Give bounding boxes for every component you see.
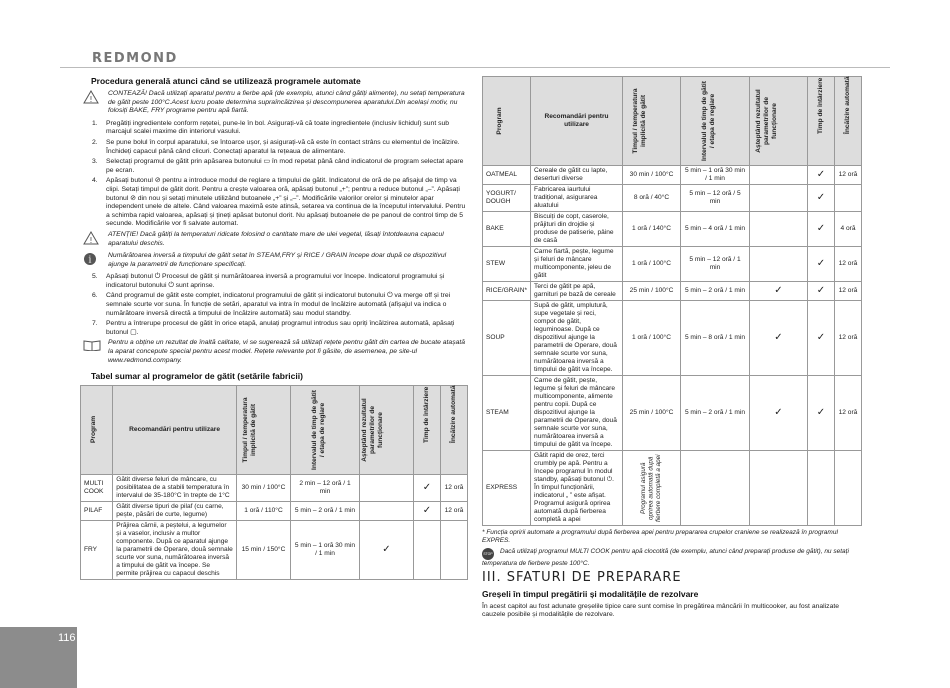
table-row: STEW Carne fiartă, pește, legume și feluri de mâncare multicomponente, jeleu de gătit 1 oră / 100°C 5 min – 12 oră / 1 min ✓ 12 oră	[483, 247, 862, 282]
list-item: 2. Se pune bolul în corpul aparatului, se întoarce ușor, și asigurați-vă că este în contact strâns cu elementul de încălzire. Închideți capacul până când clicuri. Conectați aparatul la rețeaua de alimentare.	[92, 138, 460, 155]
check-icon: ✓	[808, 247, 835, 282]
check-icon: ✓	[808, 282, 835, 301]
check-icon: ✓	[750, 376, 808, 451]
steps-list	[80, 120, 468, 229]
svg-text:i: i	[88, 255, 92, 266]
express-vertical-note: Programul asigură oprirea automată după fierbere completă a apei	[640, 454, 663, 522]
col-temp: Timpul / temperatura implicită de gătit	[623, 77, 681, 166]
check-icon: ✓	[359, 521, 413, 580]
col-autoheat: Încălzire automată	[440, 386, 467, 475]
left-column	[80, 76, 468, 580]
page-number: 116	[58, 632, 76, 644]
col-waiting: Așteptând rezultatul parametrilor de funcționare	[359, 386, 413, 475]
table-row: RICE/GRAIN* Terci de gătit pe apă, garnituri pe bază de cereale 25 min / 100°C 5 min – 2 oră / 1 min ✓ ✓ 12 oră	[483, 282, 862, 301]
programs-table-left	[80, 385, 468, 580]
check-icon: ✓	[808, 185, 835, 212]
brand-logo: REDMOND	[92, 51, 178, 66]
table-footnote: * Funcția opririi automate a programului după fierberea apei pentru prepararea crupelor craniene se realizează în programul EXPRES.	[482, 529, 838, 544]
sub-heading: Greșeli în timpul pregătirii și modalitățile de rezolvare	[482, 588, 699, 599]
col-recommendations: Recomandări pentru utilizare	[531, 77, 623, 166]
info-icon	[83, 252, 99, 266]
check-icon: ✓	[808, 212, 835, 247]
book-note: Pentru a obține un rezultat de înaltă calitate, vi se sugerează să utilizați rețete pentru gătit din cartea de bucate atașată la aparat concepute special pentru acest model. Rețete relevante pot fi găsite, de asemenea, pe site-ul www.redmond.company.	[80, 339, 468, 365]
check-icon: ✓	[808, 376, 835, 451]
stop-note: STOP Dacă utilizați programul MULTI COOK pentru apă clocotită (de exemplu, atunci când preparați produse de gătit), nu setați temperatura de fierbere peste 100°C.	[482, 548, 849, 567]
steps-list-2	[80, 273, 468, 337]
table-row: FRY Prăjirea cărnii, a peștelui, a legumelor și a vaselor, inclusiv a multor componente. După ce aparatul ajunge la parametrii de Operare, două semnale scurte vor suna, numărătoarea inversă a timpului de gătit va începe. Se permite prăjirea cu capacul deschis 15 min / 150°C 5 min – 1 oră 30 min / 1 min ✓	[81, 521, 468, 580]
table-row: MULTI COOK Gătit diverse feluri de mâncare, cu posibilitatea de a stabili temperatura în intervalul de 35-180°C în trepte de 1°C 30 min / 100°C 2 min – 12 oră / 1 min ✓ 12 oră	[81, 475, 468, 502]
check-icon: ✓	[413, 502, 440, 521]
svg-text:!: !	[89, 95, 93, 104]
check-icon: ✓	[413, 475, 440, 502]
svg-text:!: !	[89, 235, 93, 245]
caution-text: CONTEAZĂ! Dacă utilizați aparatul pentru a fierbe apă (de exemplu, atunci când gătiți alimente), nu setați temperatura de gătit peste 100°C.Acest lucru poate determina supraîncălzirea și descompunerea aparatului.Din același motiv, nu folosiți BAKE, FRY programe pentru apă fiartă.	[108, 90, 465, 115]
col-waiting: Așteptând rezultatul parametrilor de funcționare	[750, 77, 808, 166]
col-interval: Intervalul de timp de gătit / etapa de reglare	[681, 77, 750, 166]
warning-icon	[83, 231, 99, 245]
table-row: YOGURT/ DOUGH Fabricarea iaurtului tradițional, asigurarea aluatului 8 oră / 40°C 5 min – 12 oră / 5 min ✓	[483, 185, 862, 212]
right-column	[482, 76, 862, 620]
table-row: STEAM Carne de gătit, pește, legume și feluri de mâncare multicomponente, alimente pentru copii. După ce dispozitivul ajunge la parametrii de Operare, două semnale scurte vor suna, numărătoarea inversă a timpului de gătit va începe. 25 min / 100°C 5 min – 2 oră / 1 min ✓ ✓ 12 oră	[483, 376, 862, 451]
check-icon: ✓	[808, 301, 835, 376]
check-icon: ✓	[750, 282, 808, 301]
col-program: Program	[483, 77, 531, 166]
col-interval: Intervalul de timp de gătit / etapa de reglare	[290, 386, 359, 475]
list-item: 7. Pentru a întrerupe procesul de gătit în orice etapă, anulați programul introdus sau opriți încălzirea automată, apăsați butonul ▢.	[92, 320, 455, 336]
list-item: 5. Apăsați butonul ⏻ Procesul de gătit și numărătoarea inversă a programului vor începe. Indicatorul programului și indicatorul butonului ⏻ sunt aprinse.	[92, 273, 445, 289]
col-program: Program	[81, 386, 113, 475]
book-icon	[83, 339, 99, 353]
warning-icon	[83, 90, 99, 104]
programs-table-right	[482, 76, 862, 526]
col-delay: Timp de întârziere	[413, 386, 440, 475]
check-icon: ✓	[808, 166, 835, 185]
check-icon: ✓	[750, 301, 808, 376]
stop-icon: STOP	[482, 548, 494, 560]
col-delay: Timp de întârziere	[808, 77, 835, 166]
col-temp: Timpul / temperatura implicită de gătit	[236, 386, 290, 475]
list-item: 4. Apăsați butonul ⊘ pentru a introduce modul de reglare a timpului de gătit. Indicatorul de oră de pe afișajul de timp va clipi. Setați timpul de gătit dorit. Pentru a crește valoarea oră, apăsați butonul „+”; pentru a reduce butonul „–”. Apăsați butonul ⊘ din nou și setați minutele utilizând butoanele „+” și „–”. Modificările valorilor orelor și minutelor apar independent unele de altele. Când valoarea maximă este atinsă, setarea va continua de la începutul intervalului. Pentru a schimba rapid valoarea, apăsați și țineți apăsat butonul dorit. Nu apăsați butoanele de pe panoul de control timp de 5 secunde. Modificările vor fi salvate automat.	[92, 177, 466, 228]
attention-note: ! ATENȚIE! Dacă gătiți la temperaturi ridicate folosind o cantitate mare de ulei vegetal, lăsați întotdeauna capacul aparatului deschis.	[80, 231, 468, 248]
list-item: 1. Pregătiți ingredientele conform rețetei, pune-le în bol. Asigurați-vă că toate ingredientele (inclusiv lichidul) sunt sub marcajul scalei maxime din interiorul vasului.	[92, 119, 450, 136]
sub-text: În acest capitol au fost adunate greșelile tipice care sunt comise în pregătirea mâncării în multicooker, au fost analizate cauzele posibile și modalitățile de rezolvare.	[482, 602, 840, 619]
heading-summary-table: Tabel sumar al programelor de gătit (setările fabricii)	[91, 371, 303, 382]
col-recommendations: Recomandări pentru utilizare	[113, 386, 237, 475]
table-row: SOUP Supă de gătit, umplutură, supe vegetale și reci, compot de gătit, leguminoase. După ce dispozitivul ajunge la parametrii de Operare, două semnale scurte vor suna, numărătoarea inversă a timpului de gătit va începe. 1 oră / 100°C 5 min – 8 oră / 1 min ✓ ✓ 12 oră	[483, 301, 862, 376]
section-title: III. SFATURI DE PREPARARE	[482, 570, 682, 585]
heading-general-procedure: Procedura generală atunci când se utilizează programele automate	[91, 76, 361, 86]
info-note: i Numărătoarea inversă a timpului de gătit setat în STEAM,FRY și RICE / GRAIN începe doar după ce dispozitivul ajunge la parametrii de funcționare specificați.	[80, 252, 468, 269]
table-row: BAKE Biscuiți de copt, caserole, prăjituri din drojdie și produse de patiserie, pâine de casă 1 oră / 140°C 5 min – 4 oră / 1 min ✓ 4 oră	[483, 212, 862, 247]
col-autoheat: Încălzire automată	[835, 77, 862, 166]
list-item: 6. Când programul de gătit este complet, indicatorul programului de gătit și indicatorul butonului ⏻ va merge off și trei semnale scurte vor suna. În funcție de setări, aparatul va intra în modul de încălzire automată (afișajul va indica o numărătoare inversă directă a timpului de încălzire automată) sau modul standby.	[92, 292, 451, 317]
table-row: OATMEAL Cereale de gătit cu lapte, deserturi diverse 30 min / 100°C 5 min – 1 oră 30 min / 1 min ✓ 12 oră	[483, 166, 862, 185]
table-row: EXPRESS Gătit rapid de orez, terci crumbly pe apă. Pentru a începe programul în modul standby, apăsați butonul ⏻. În timpul funcționării, indicatorul „ ” este afișat. Programul asigură oprirea automată după fierberea completă a apei Programul asigură oprirea automată după fierbere completă a apei	[483, 451, 862, 526]
header-divider	[60, 67, 890, 68]
table-row: PILAF Gătit diverse tipuri de pilaf (cu carne, pește, păsări de curte, legume) 1 oră / 110°C 5 min – 2 oră / 1 min ✓ 12 oră	[81, 502, 468, 521]
list-item: 3. Selectați programul de gătit prin apăsarea butonului ▭ în mod repetat până când indicatorul de program selectat apare pe ecran.	[92, 158, 464, 174]
caution-note	[80, 90, 468, 116]
